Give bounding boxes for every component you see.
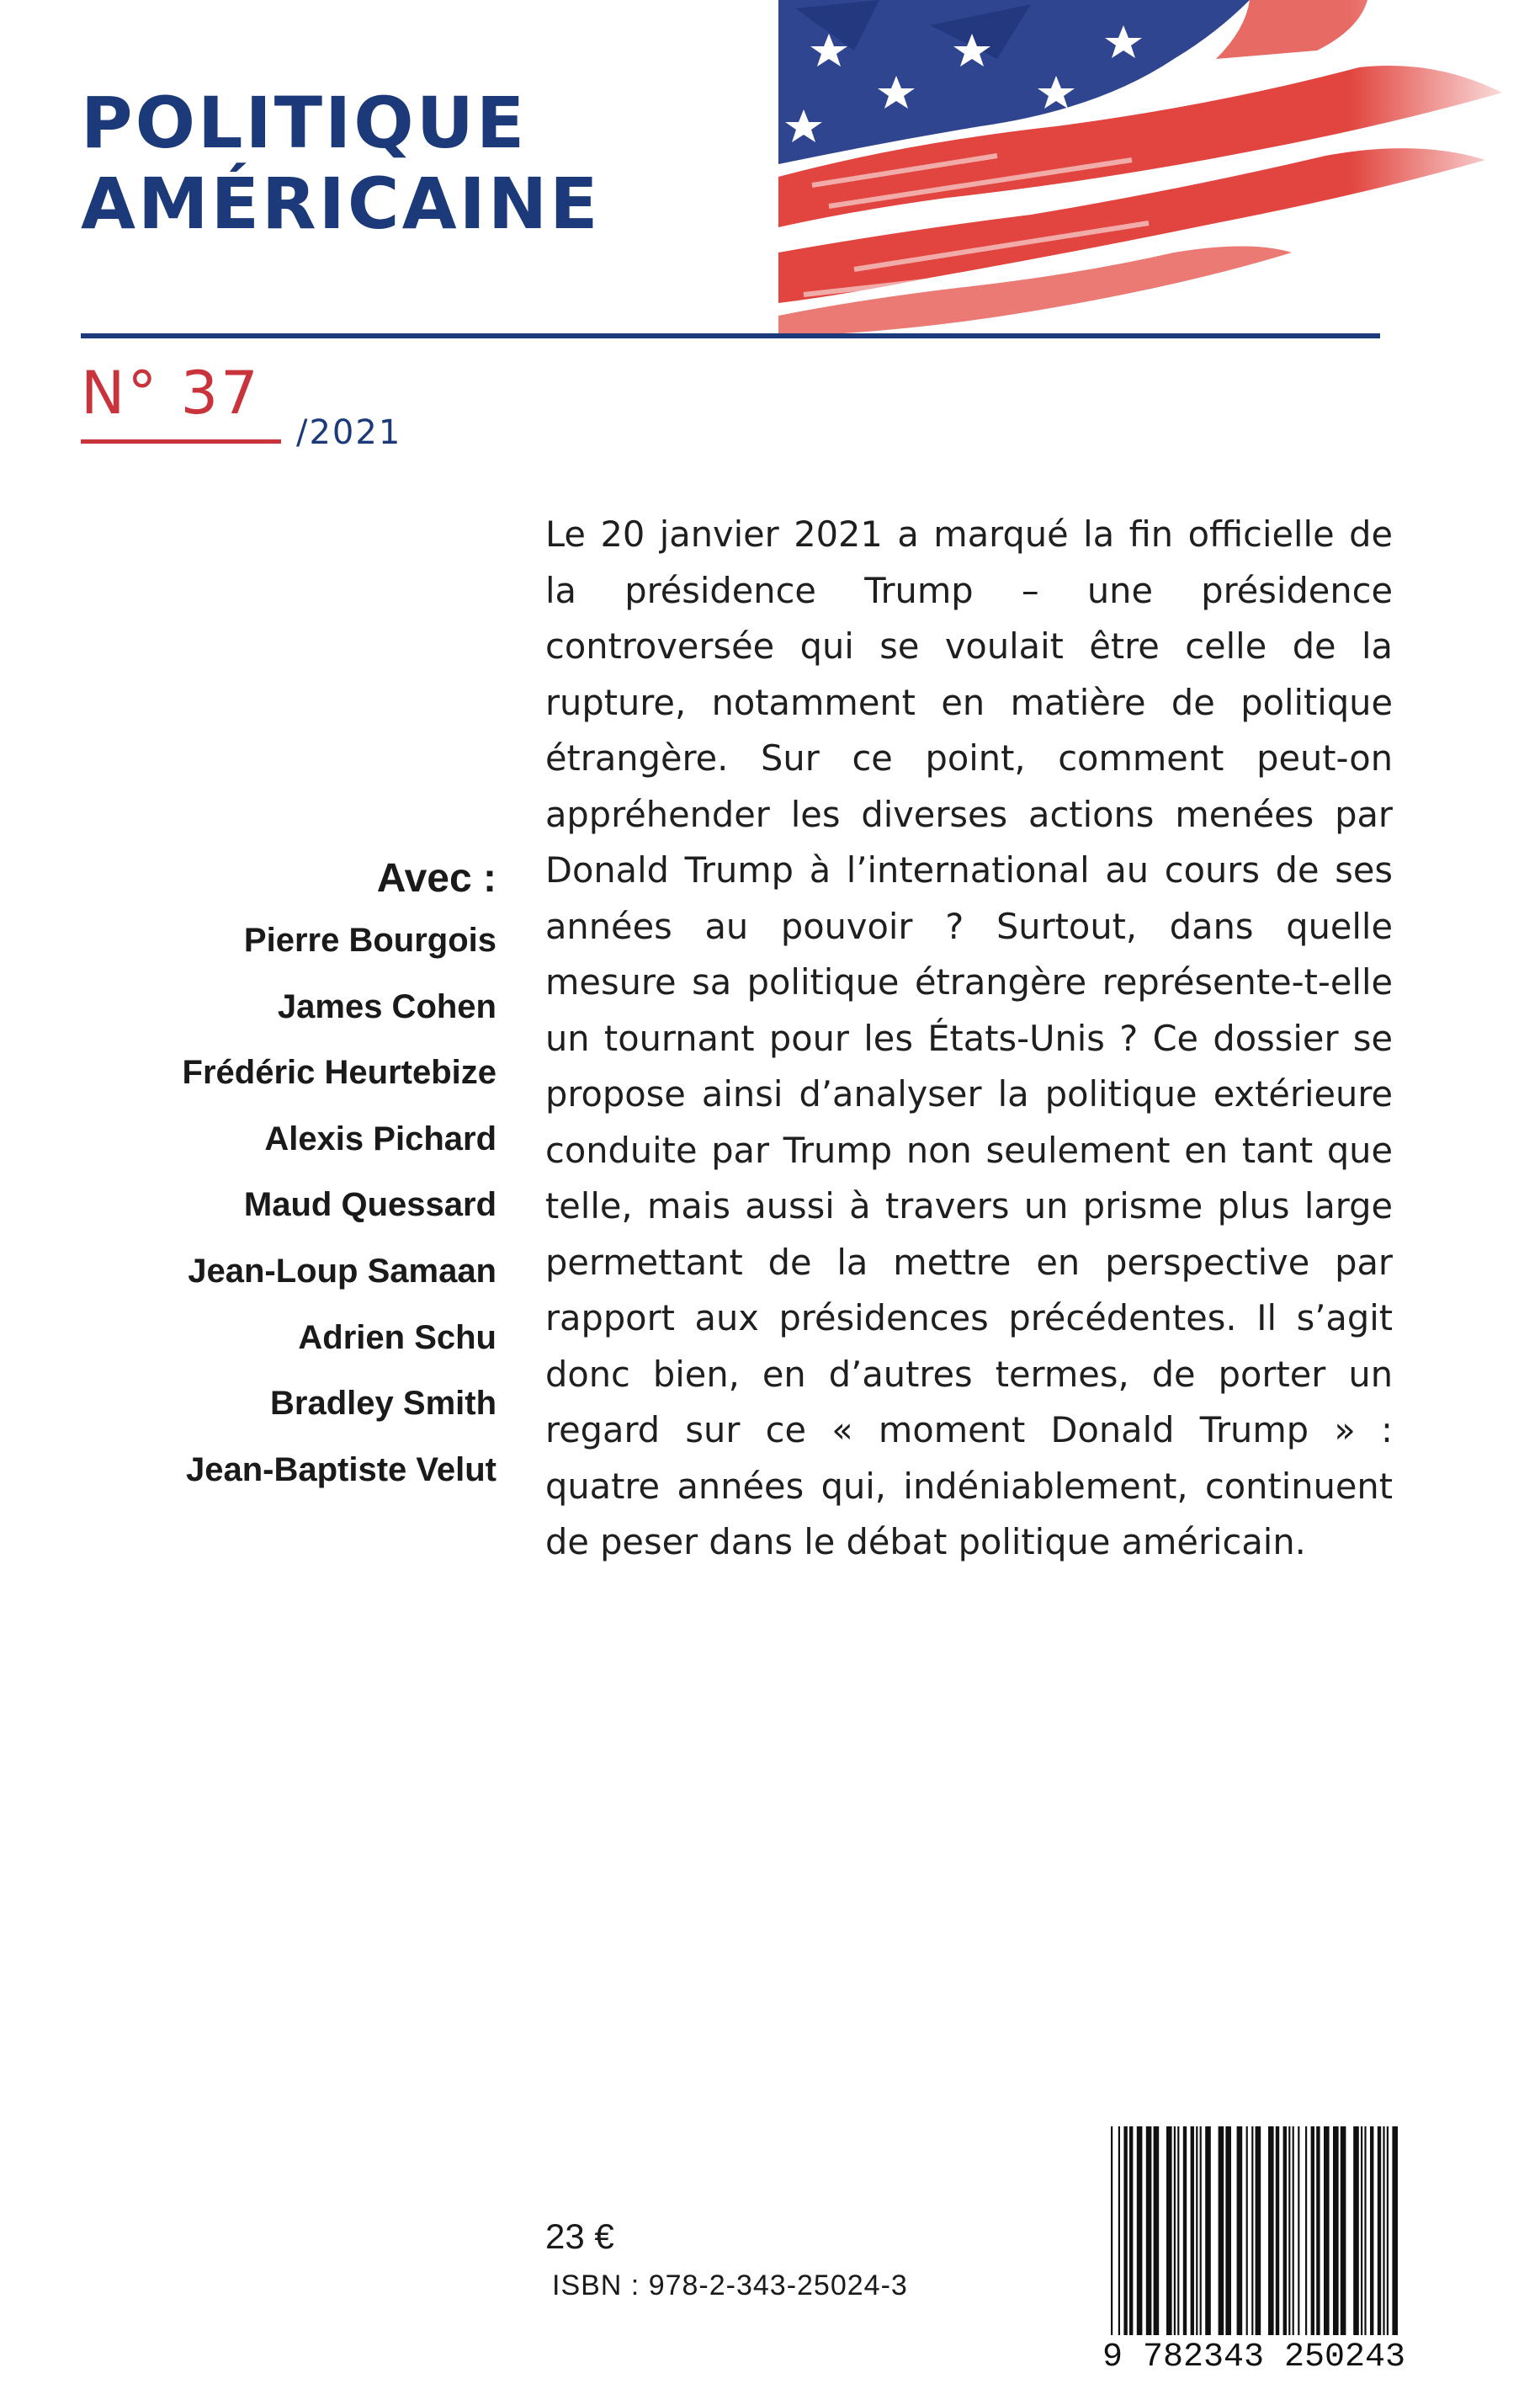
barcode-bar <box>1191 2126 1194 2335</box>
barcode-bar <box>1293 2126 1294 2335</box>
barcode-bar <box>1200 2126 1202 2335</box>
barcode-bar <box>1316 2126 1320 2335</box>
barcode-bar <box>1166 2126 1172 2335</box>
barcode-bar <box>1305 2126 1307 2335</box>
contributor-name: Bradley Smith <box>270 1385 497 1423</box>
contributor-name: James Cohen <box>277 987 497 1025</box>
barcode-bar <box>1146 2126 1152 2335</box>
barcode-bar <box>1118 2126 1120 2335</box>
barcode-bar <box>1298 2126 1299 2335</box>
contributor-name: Jean-Baptiste Velut <box>185 1450 497 1488</box>
isbn: ISBN : 978-2-343-25024-3 <box>552 2269 908 2301</box>
barcode-bar <box>1383 2126 1384 2335</box>
contributors-heading: Avec : <box>376 856 497 901</box>
barcode-bar <box>1268 2126 1274 2335</box>
issue-underline <box>81 439 281 444</box>
issue-year: /2021 <box>296 413 402 452</box>
barcode-bar <box>1123 2126 1127 2335</box>
contributor-name: Adrien Schu <box>298 1318 497 1356</box>
barcode-bar <box>1370 2126 1373 2335</box>
barcode-bar <box>1154 2126 1160 2335</box>
barcode-bar <box>1353 2126 1359 2335</box>
contributor-name: Maud Quessard <box>243 1186 497 1224</box>
barcode-bar <box>1288 2126 1290 2335</box>
barcode-bar <box>1246 2126 1248 2335</box>
contributor-name: Frédéric Heurtebize <box>182 1054 497 1092</box>
barcode-bar <box>1174 2126 1176 2335</box>
price: 23 € <box>545 2216 614 2256</box>
barcode-bar <box>1324 2126 1330 2335</box>
barcode-bar <box>1378 2126 1381 2335</box>
barcode <box>1094 2120 1414 2389</box>
contributor-name: Pierre Bourgois <box>243 922 497 959</box>
barcode-digits: 9 782343 250243 <box>1102 2338 1405 2376</box>
barcode-bar <box>1219 2126 1224 2335</box>
contributor-name: Jean-Loup Samaan <box>188 1252 497 1290</box>
barcode-bar <box>1196 2126 1197 2335</box>
barcode-bar <box>1251 2126 1253 2335</box>
journal-title-line1: POLITIQUE <box>81 82 528 164</box>
barcode-bar <box>1177 2126 1179 2335</box>
barcode-bar <box>1387 2126 1389 2335</box>
barcode-bar <box>1311 2126 1314 2335</box>
barcode-bar <box>1364 2126 1366 2335</box>
barcode-bar <box>1225 2126 1231 2335</box>
barcode-bar <box>1129 2126 1133 2335</box>
barcode-bar <box>1237 2126 1243 2335</box>
barcode-bar <box>1111 2126 1113 2335</box>
journal-title-line2: AMÉRICAINE <box>81 162 601 245</box>
issue-number: N° 37 <box>81 359 261 428</box>
barcode-bar <box>1333 2126 1339 2335</box>
barcode-bar <box>1283 2126 1287 2335</box>
barcode-bar <box>1341 2126 1346 2335</box>
header-divider <box>81 333 1380 338</box>
barcode-bar <box>1205 2126 1211 2335</box>
contributors-list <box>151 850 497 1503</box>
abstract-text: Le 20 janvier 2021 a marqué la fin officielle de la présidence Trump – une présidence controversée qui se voulait être celle de la rupture, notamment en matière de politique étrangère. Sur ce point, comment peut-on appréhender les diverses actions menées par Donald Trump à l’international au cours de ses années au pouvoir ? Surtout, dans quelle mesure sa politique étrangère représente-t-elle un tournant pour les États-Unis ? Ce dossier se propose ainsi d’analyser la politique extérieure conduite par Trump non seulement en tant que telle, mais aussi à travers un prisme plus large permettant de la mettre en perspective par rapport aux présidences précédentes. Il s’agit donc bien, en d’autres termes, de porter un regard sur ce « moment Donald Trump » : quatre années qui, indéniablement, continuent de peser dans le débat politique américain. <box>545 513 1393 1562</box>
barcode-bar <box>1183 2126 1187 2335</box>
barcode-bar <box>1137 2126 1143 2335</box>
barcode-bar <box>1256 2126 1261 2335</box>
barcode-bar <box>1361 2126 1362 2335</box>
contributor-name: Alexis Pichard <box>264 1120 497 1157</box>
american-flag-brushstroke <box>778 0 1540 337</box>
barcode-bar <box>1392 2126 1398 2335</box>
barcode-bar <box>1276 2126 1279 2335</box>
